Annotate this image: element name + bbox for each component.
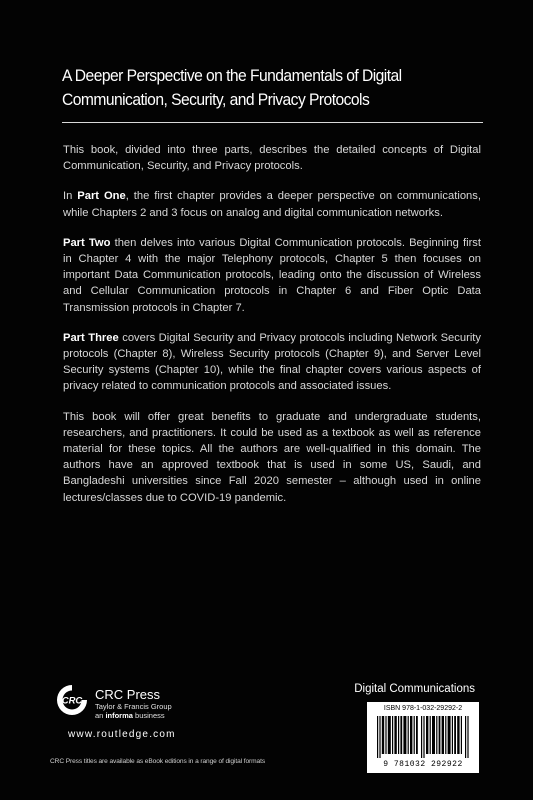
ebook-note: CRC Press titles are available as eBook editions in a range of digital formats: [50, 758, 266, 765]
blurb-paragraph-1: This book, divided into three parts, describes the detailed concepts of Digital Communication, Security, and Privacy protocols.: [63, 144, 481, 173]
series-label: Digital Communications: [354, 683, 475, 695]
barcode-icon: [377, 716, 469, 758]
publisher-business: [95, 711, 172, 720]
blurb-paragraph-5: This book will offer great benefits to graduate and undergraduate students, researchers, and practitioners. It could be used as a textbook as well as reference material for these topics. All the authors are well-qualified in this domain. The authors have an approved textbook that is used in some US, Saudi, and Bangladeshi universities since Fall 2020 semester – although used in online lectures/classes due to COVID-19 pandemic.: [63, 410, 481, 504]
publisher-info: [95, 687, 172, 720]
blurb-paragraph-4: [63, 330, 481, 395]
publisher-website: www.routledge.com: [68, 729, 176, 740]
isbn-text: ISBN 978-1-032-29292-2: [383, 705, 463, 712]
blurb-paragraph-2: [63, 188, 481, 220]
book-title: A Deeper Perspective on the Fundamentals of Digital Communication, Security, and Privacy Protocols: [62, 66, 402, 109]
p4-text: covers Digital Security and Privacy protocols including Network Security protocols (Chapter 8), Wireless Security protocols (Chapter 9), and Server Level Security systems (Chapter 10), while the final chapter covers various aspects of privacy related to communication protocols and associated issues.: [63, 331, 482, 393]
publisher-name: CRC Press: [95, 687, 161, 702]
p2-pre: In: [63, 190, 78, 203]
crc-logo-icon: [55, 683, 89, 717]
publisher-group: Taylor & Francis Group: [95, 702, 172, 711]
barcode-number: 9 781032 292922: [383, 760, 463, 769]
p3-text: then delves into various Digital Communication protocols. Beginning first in Chapter 4 with the major Telephony protocols, Chapter 5 then focuses on important Data Communication protocols, leading onto the discussion of Wireless and Cellular Communication protocols in Chapter 6 and Fiber Optic Data Transmission protocols in Chapter 7.: [63, 236, 481, 314]
part-three-label: Part Three: [63, 331, 119, 344]
blurb-paragraph-3: [63, 235, 481, 316]
business-pre: an: [95, 711, 106, 720]
business-post: business: [132, 711, 165, 720]
crc-logo-text: CRC: [61, 695, 83, 707]
barcode-panel: [367, 702, 479, 773]
part-two-label: Part Two: [63, 236, 111, 249]
part-one-label: Part One: [77, 190, 126, 203]
title-divider: [62, 122, 483, 123]
informa-label: informa: [105, 711, 133, 720]
blurb: [63, 142, 481, 520]
p2-text: , the first chapter provides a deeper perspective on communications, while Chapters 2 and 3 focus on analog and digital communication networks.: [63, 190, 481, 219]
